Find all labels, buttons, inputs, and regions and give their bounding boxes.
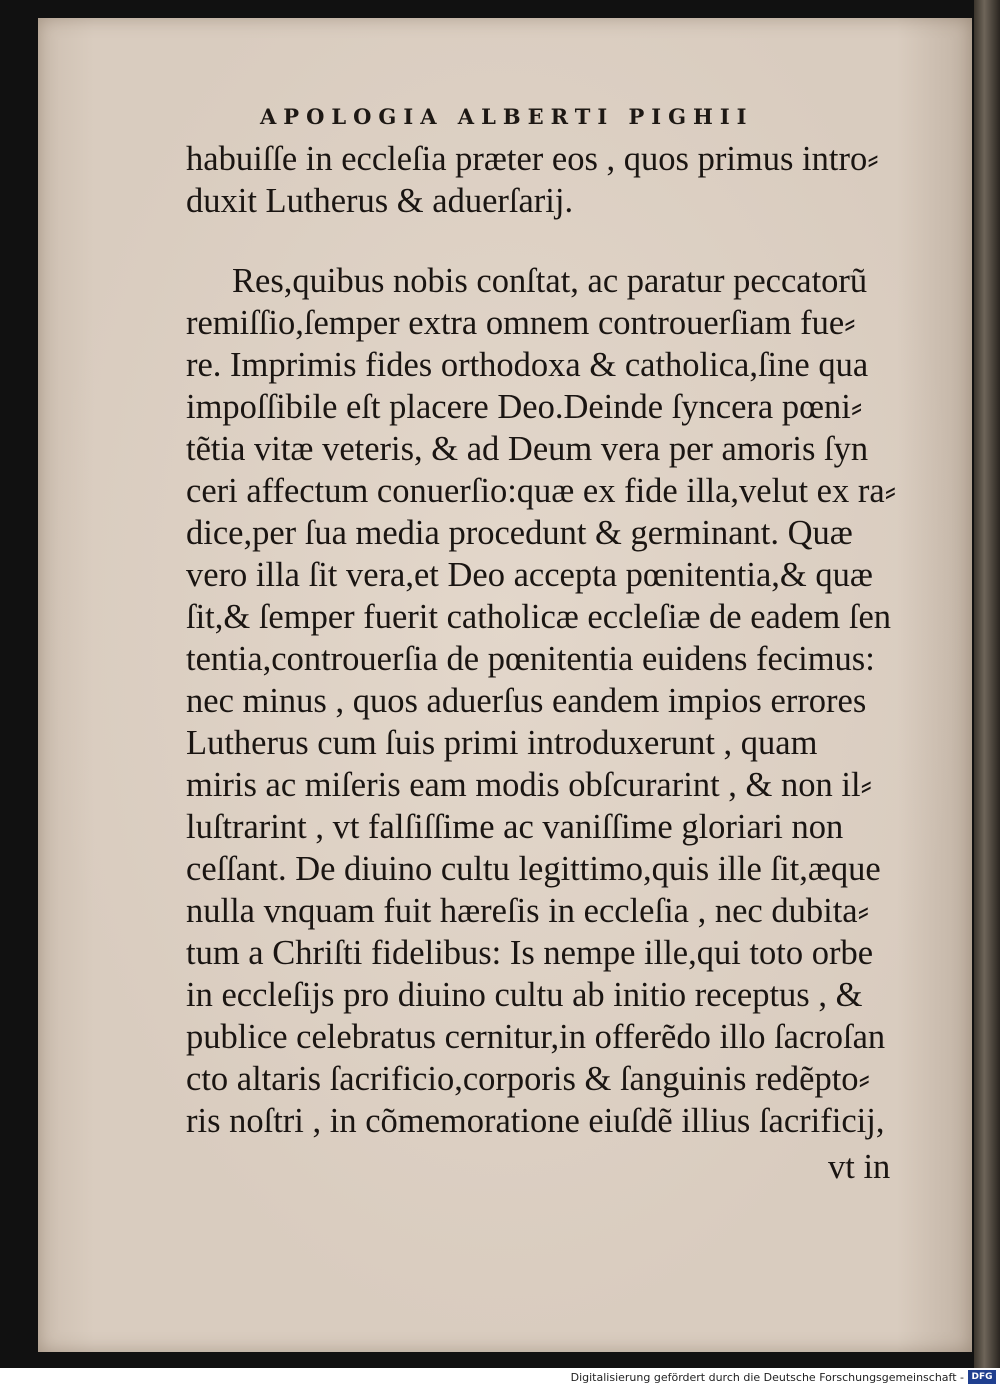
binding-edge <box>974 0 1000 1368</box>
text-line: miris ac miſeris eam modis obſcurarint , & non il⸗ <box>186 766 873 804</box>
footer-bar <box>0 1368 1000 1389</box>
text-line: ſit,& ſemper fuerit catholicæ eccleſiæ de eadem ſen <box>186 598 892 636</box>
funding-credit: Digitalisierung gefördert durch die Deutsche Forschungsgemeinschaft - <box>570 1371 964 1384</box>
text-line: re. Imprimis fides orthodoxa & catholica,ſine qua <box>186 346 869 384</box>
text-line: nulla vnquam fuit hæreſis in eccleſia , nec dubita⸗ <box>186 892 870 930</box>
text-line: tentia,controuerſia de pœnitentia euidens fecimus: <box>186 640 875 678</box>
text-line: vero illa ſit vera,et Deo accepta pœnitentia,& quæ <box>186 556 873 594</box>
text-line: cto altaris ſacrificio,corporis & ſanguinis redẽpto⸗ <box>186 1060 871 1098</box>
text-line: ceri affectum conuerſio:quæ ex fide illa,velut ex ra⸗ <box>186 472 897 510</box>
paragraph-gap <box>186 222 926 260</box>
book-page <box>38 18 972 1352</box>
running-head: APOLOGIA ALBERTI PIGHII <box>260 104 754 129</box>
text-line: publice celebratus cernitur,in offerẽdo illo ſacroſan <box>186 1018 886 1056</box>
body-text <box>186 138 926 1142</box>
text-line: tum a Chriſti fidelibus: Is nempe ille,qui toto orbe <box>186 934 874 972</box>
text-line: remiſſio,ſemper extra omnem controuerſiam fue⸗ <box>186 304 856 342</box>
text-line: impoſſibile eſt placere Deo.Deinde ſyncera pœni⸗ <box>186 388 863 426</box>
text-line: luſtrarint , vt falſiſſime ac vaniſſime gloriari non <box>186 808 844 846</box>
catchword: vt in <box>828 1148 891 1186</box>
text-line: dice,per ſua media procedunt & germinant. Quæ <box>186 514 853 552</box>
text-line: Lutherus cum ſuis primi introduxerunt , quam <box>186 724 818 762</box>
text-line: in eccleſijs pro diuino cultu ab initio receptus , & <box>186 976 863 1014</box>
text-line: Res,quibus nobis conſtat, ac paratur peccatorũ <box>232 262 868 300</box>
text-line: tẽtia vitæ veteris, & ad Deum vera per amoris ſyn <box>186 430 869 468</box>
text-line: nec minus , quos aduerſus eandem impios errores <box>186 682 867 720</box>
text-line: ceſſant. De diuino cultu legittimo,quis ille ſit,æque <box>186 850 881 888</box>
dfg-logo[interactable]: DFG <box>968 1370 996 1384</box>
text-line: ris noſtri , in cõmemoratione eiuſdẽ illius ſacrificij, <box>186 1102 885 1140</box>
text-line: habuiſſe in eccleſia præter eos , quos primus intro⸗ <box>186 140 879 178</box>
text-line: duxit Lutherus & aduerſarij. <box>186 182 574 220</box>
